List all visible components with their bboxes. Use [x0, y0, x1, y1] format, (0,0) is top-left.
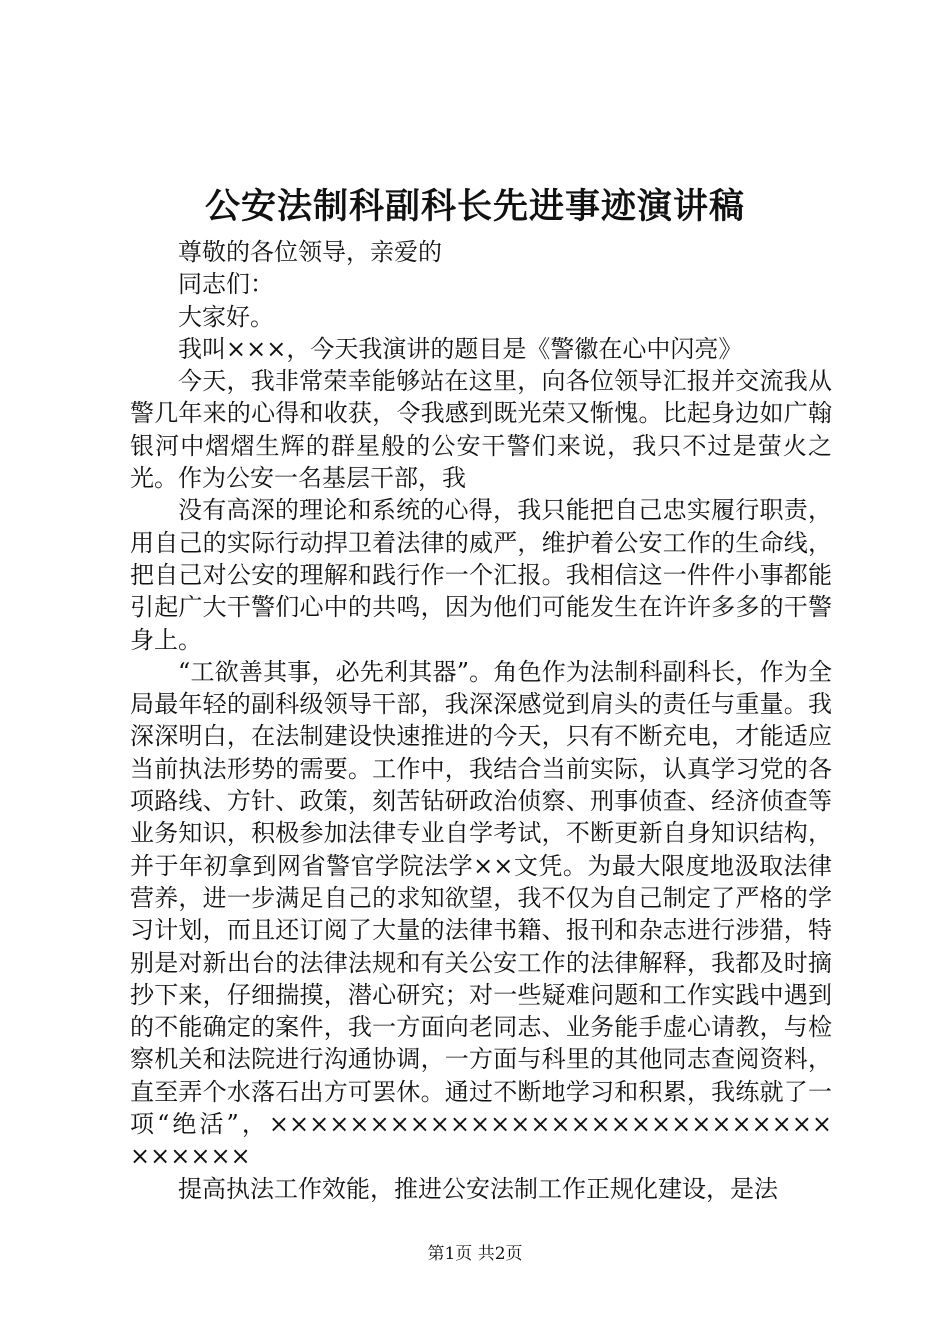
paragraph: 尊敬的各位领导，亲爱的: [178, 238, 442, 266]
document-body: [130, 236, 832, 1205]
paragraph: 没有高深的理论和系统的心得，我只能把自己忠实履行职责，用自己的实际行动捍卫着法律的威严，维护着公安工作的生命线，把自己对公安的理解和践行作一个汇报。我相信这一件件小事都能引起广大干警们心中的共鸣，因为他们可能发生在许许多多的干警身上。: [130, 496, 832, 654]
paragraph: “工欲善其事，必先利其器”。角色作为法制科副科长，作为全局最年轻的副科级领导干部，我深深感觉到肩头的责任与重量。我深深明白，在法制建设快速推进的今天，只有不断充电，才能适应当前执法形势的需要。工作中，我结合当前实际，认真学习党的各项路线、方针、政策，刻苦钻研政治侦察、刑事侦查、经济侦查等业务知识，积极参加法律专业自学考试，不断更新自身知识结构，并于年初拿到网省警官学院法学××文凭。为最大限度地汲取法律营养，进一步满足自己的求知欲望，我不仅为自己制定了严格的学习计划，而且还订阅了大量的法律书籍、报刊和杂志进行涉猎，特别是对新出台的法律法规和有关公安工作的法律解释，我都及时摘抄下来，仔细揣摸，潜心研究；对一些疑难问题和工作实践中遇到的不能确定的案件，我一方面向老同志、业务能手虚心请教，与检察机关和法院进行沟通协调，一方面与科里的其他同志查阅资料，直至弄个水落石出方可罢休。通过不断地学习和积累，我练就了一项“绝活”，××××××××××××××××××××××××××××××××××: [130, 657, 832, 1171]
document-title: 公安法制科副科长先进事迹演讲稿: [204, 186, 745, 227]
paragraph: 我叫×××，今天我演讲的题目是《警徽在心中闪亮》: [178, 334, 743, 363]
paragraph: 大家好。: [178, 302, 274, 331]
paragraph: 今天，我非常荣幸能够站在这里，向各位领导汇报并交流我从警几年来的心得和收获，令我感到既光荣又惭愧。比起身边如广翰银河中熠熠生辉的群星般的公安干警们来说，我只不过是萤火之光。作为公安一名基层干部，我: [130, 367, 832, 493]
paragraph: 提高执法工作效能，推进公安法制工作正规化建设，是法: [178, 1174, 778, 1203]
paragraph: 同志们：: [178, 270, 274, 299]
page-footer: 第1页 共2页: [427, 1244, 523, 1264]
